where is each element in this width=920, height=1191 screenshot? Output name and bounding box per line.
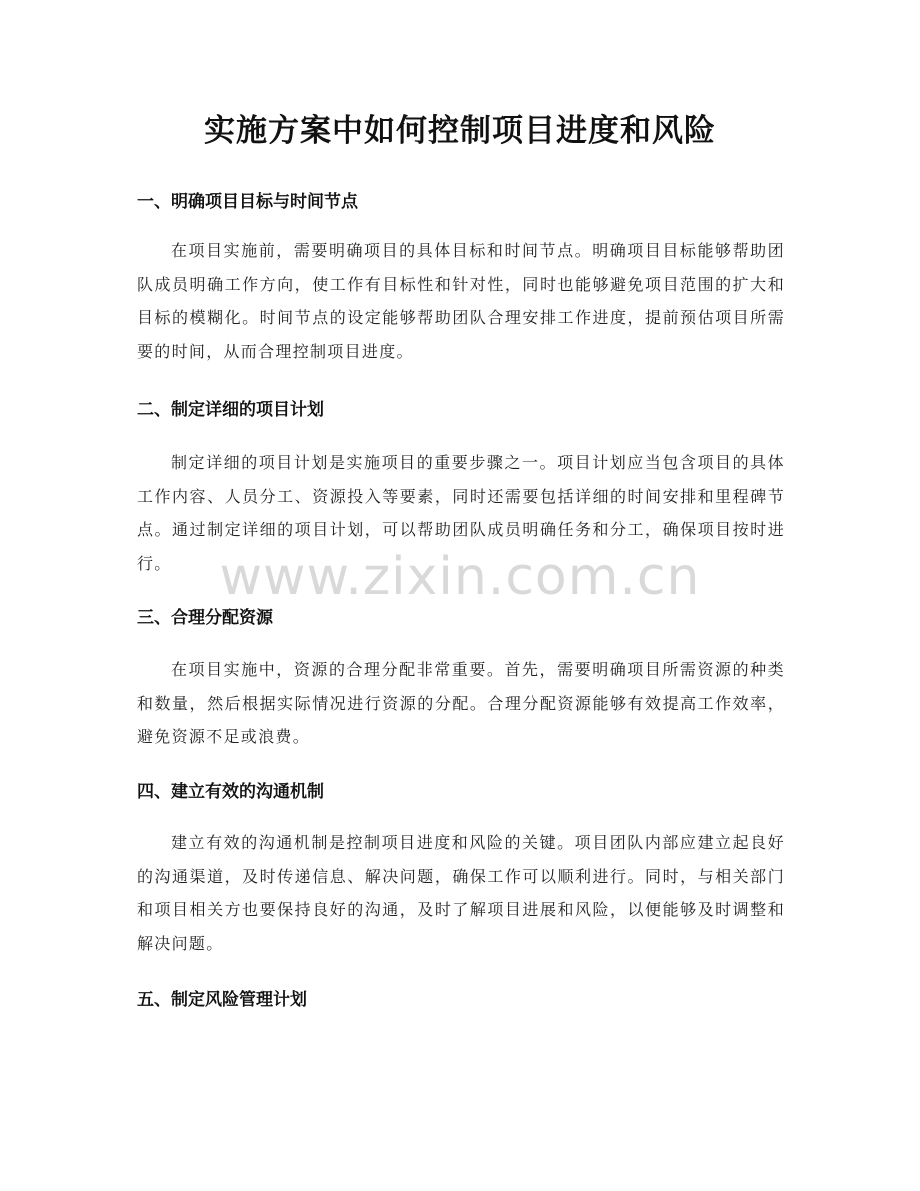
section-paragraph-communication: 建立有效的沟通机制是控制项目进度和风险的关键。项目团队内部应建立起良好的沟通渠道，及时传递信息、解决问题，确保工作可以顺利进行。同时，与相关部门和项目相关方也要保持良好的沟通，及时了解项目进展和风险，以便能够及时调整和解决问题。 xyxy=(137,833,785,953)
section-heading-goals: 一、明确项目目标与时间节点 xyxy=(137,192,358,212)
section-heading-resources: 三、合理分配资源 xyxy=(137,608,273,628)
section-heading-communication: 四、建立有效的沟通机制 xyxy=(137,782,324,802)
section-heading-risk-plan: 五、制定风险管理计划 xyxy=(137,990,307,1010)
watermark: www.zixin.com.cn xyxy=(219,547,701,607)
section-paragraph-plan: 制定详细的项目计划是实施项目的重要步骤之一。项目计划应当包含项目的具体工作内容、人员分工、资源投入等要素，同时还需要包括详细的时间安排和里程碑节点。通过制定详细的项目计划，可以帮助团队成员明确任务和分工，确保项目按时进行。 xyxy=(137,453,785,573)
document-title: 实施方案中如何控制项目进度和风险 xyxy=(204,113,716,149)
section-paragraph-resources: 在项目实施中，资源的合理分配非常重要。首先，需要明确项目所需资源的种类和数量，然后根据实际情况进行资源的分配。合理分配资源能够有效提高工作效率，避免资源不足或浪费。 xyxy=(137,660,785,746)
section-paragraph-goals: 在项目实施前，需要明确项目的具体目标和时间节点。明确项目目标能够帮助团队成员明确工作方向，使工作有目标性和针对性，同时也能够避免项目范围的扩大和目标的模糊化。时间节点的设定能够帮助团队合理安排工作进度，提前预估项目所需要的时间，从而合理控制项目进度。 xyxy=(137,241,785,361)
section-heading-plan: 二、制定详细的项目计划 xyxy=(137,400,324,420)
